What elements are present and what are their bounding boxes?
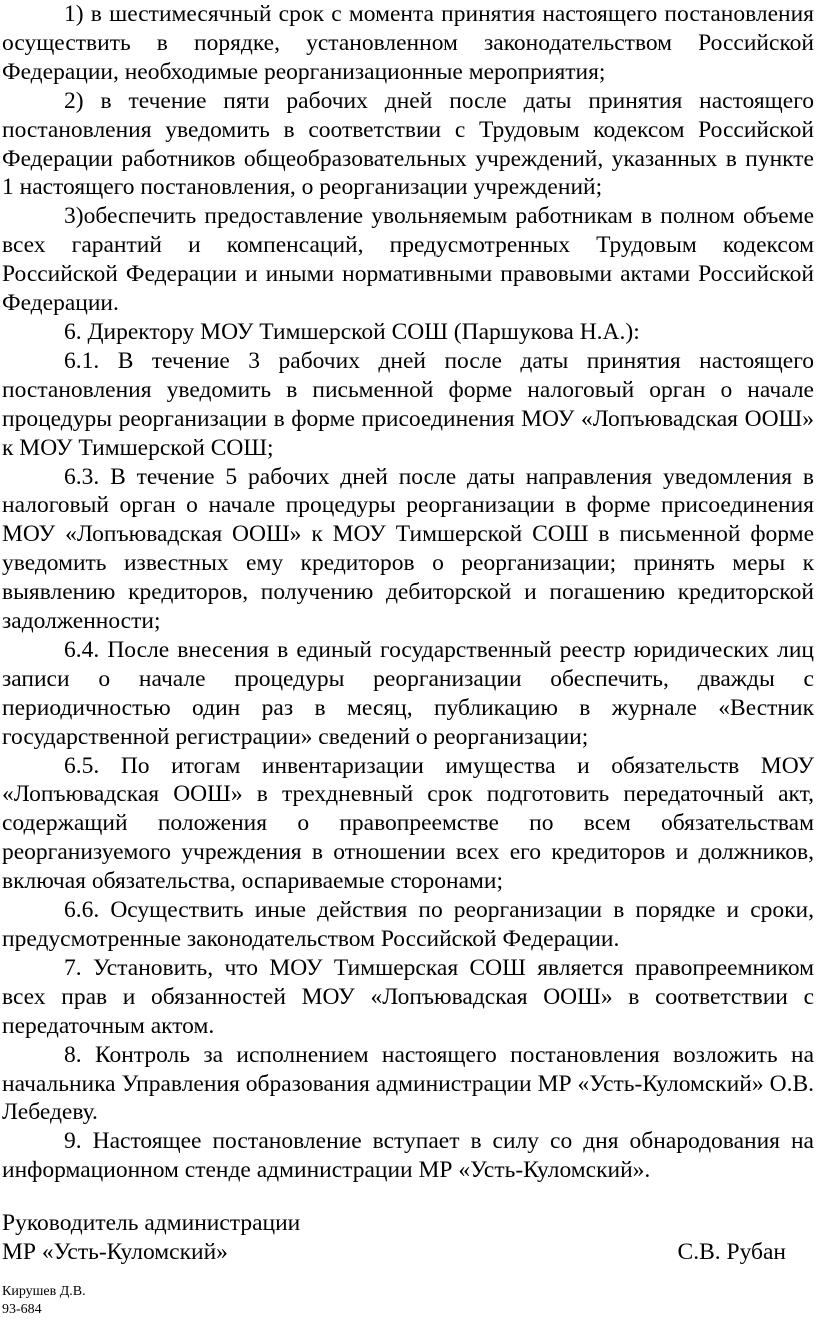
- paragraph-1: 1) в шестимесячный срок с момента принятия настоящего постановления осуществить в порядке, установленном законодательством Российской Федерации, необходимые реорганизационные мероприятия;: [2, 1, 814, 85]
- paragraph-6-6: 6.6. Осуществить иные действия по реорганизации в порядке и сроки, предусмотренные законодательством Российской Федерации.: [2, 897, 814, 952]
- signature-position-line1: Руководитель администрации: [2, 1210, 301, 1236]
- paragraph-6: 6. Директору МОУ Тимшерской СОШ (Паршукова Н.А.):: [64, 318, 640, 345]
- signature-name: С.В. Рубан: [677, 1238, 786, 1265]
- signature-row: [2, 1238, 786, 1267]
- signature-position-line2: МР «Усть-Куломский»: [2, 1238, 228, 1265]
- footer-phone: 93-684: [2, 1302, 42, 1317]
- paragraph-8: 8. Контроль за исполнением настоящего постановления возложить на начальника Управления образования администрации МР «Усть-Куломский» О.В. Лебедеву.: [2, 1041, 814, 1126]
- signature-block: [2, 1209, 786, 1267]
- paragraph-6-4: 6.4. После внесения в единый государственный реестр юридических лиц записи о начале процедуры реорганизации обеспечить, дважды с периодичностью один раз в месяц, публикацию в журнале «Вестник государственной регистрации» сведений о реорганизации;: [2, 636, 814, 750]
- paragraph-6-3: 6.3. В течение 5 рабочих дней после даты направления уведомления в налоговый орган о начале процедуры реорганизации в форме присоединения МОУ «Лопъювадская ООШ» к МОУ Тимшерской СОШ в письменной форме уведомить известных ему кредиторов о реорганизации; принять меры к выявлению кредиторов, получению дебиторской и погашению кредиторской задолженности;: [2, 463, 814, 635]
- paragraph-7: 7. Установить, что МОУ Тимшерская СОШ является правопреемником всех прав и обязанностей МОУ «Лопъювадская ООШ» в соответствии с передаточным актом.: [2, 954, 814, 1039]
- document-body: [2, 0, 814, 1185]
- paragraph-9: 9. Настоящее постановление вступает в силу со дня обнародования на информационном стенде администрации МР «Усть-Куломский».: [2, 1128, 814, 1184]
- paragraph-3: 3)обеспечить предоставление увольняемым работникам в полном объеме всех гарантий и компенсаций, предусмотренных Трудовым кодексом Российской Федерации и иными нормативными правовыми актами Российской Федерации.: [2, 203, 814, 317]
- footer-author: Кирушев Д.В.: [2, 1284, 86, 1299]
- paragraph-6-5: 6.5. По итогам инвентаризации имущества и обязательств МОУ «Лопъювадская ООШ» в трехдневный срок подготовить передаточный акт, содержащий положения о правопреемстве по всем обязательствам реорганизуемого учреждения в отношении всех его кредиторов и должников, включая обязательства, оспариваемые сторонами;: [2, 752, 814, 895]
- footer-block: [2, 1283, 86, 1319]
- paragraph-6-1: 6.1. В течение 3 рабочих дней после даты принятия настоящего постановления уведомить в письменной форме налоговый орган о начале процедуры реорганизации в форме присоединения МОУ «Лопъювадская ООШ» к МОУ Тимшерской СОШ;: [2, 347, 814, 461]
- paragraph-2: 2) в течение пяти рабочих дней после даты принятия настоящего постановления уведомить в соответствии с Трудовым кодексом Российской Федерации работников общеобразовательных учреждений, указанных в пункте 1 настоящего постановления, о реорганизации учреждений;: [2, 87, 814, 201]
